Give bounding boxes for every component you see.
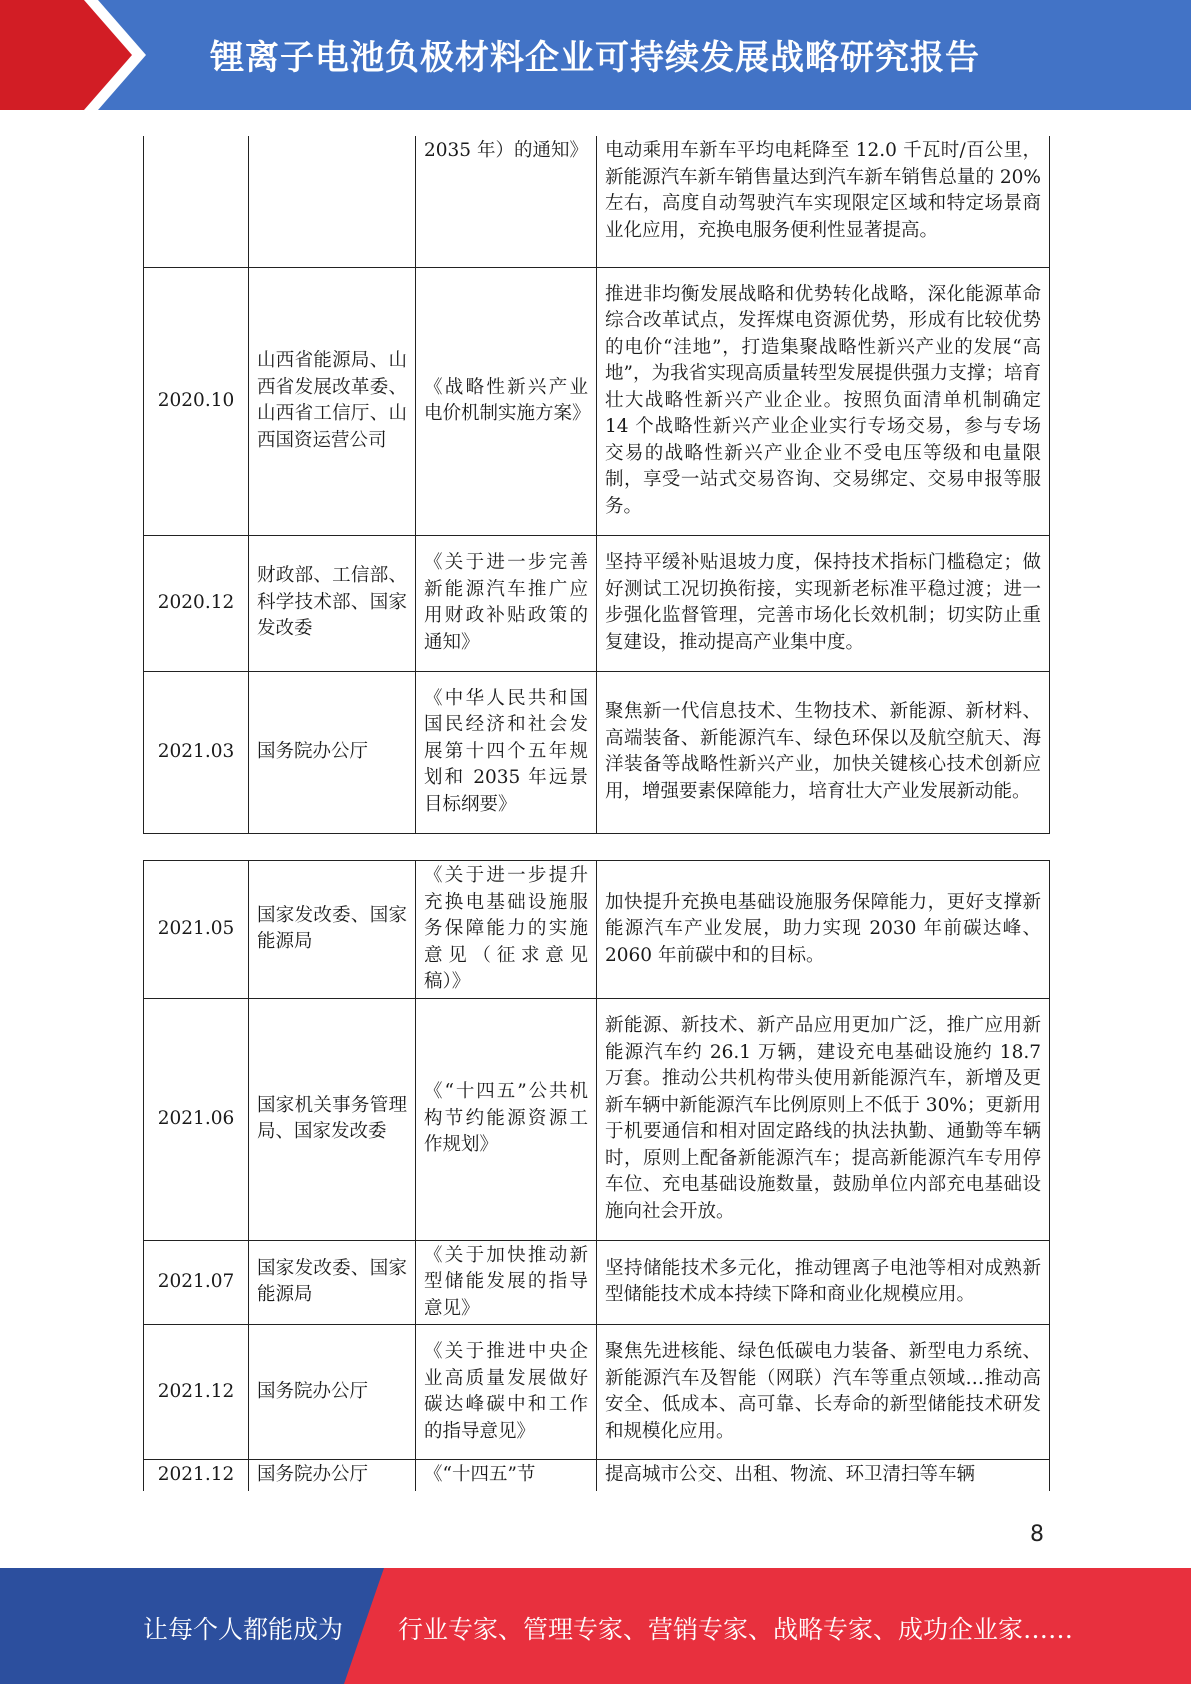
- date-cell: 2021.05: [144, 861, 249, 999]
- department-cell: 国务院办公厅: [249, 1325, 416, 1460]
- content-cell: 聚焦先进核能、绿色低碳电力装备、新型电力系统、新能源汽车及智能（网联）汽车等重点领域…推动高安全、低成本、高可靠、长寿命的新型储能技术研发和规模化应用。: [597, 1325, 1050, 1460]
- table-row: [144, 136, 1050, 267]
- policy-cell: 《“十四五”节: [416, 1460, 597, 1491]
- content-cell: 坚持平缓补贴退坡力度，保持技术指标门槛稳定；做好测试工况切换衔接，实现新老标准平稳过渡；进一步强化监督管理，完善市场化长效机制；切实防止重复建设，推动提高产业集中度。: [597, 535, 1050, 671]
- table-row: [144, 861, 1050, 999]
- content-cell: 推进非均衡发展战略和优势转化战略，深化能源革命综合改革试点，发挥煤电资源优势，形成有比较优势的电价“洼地”，打造集聚战略性新兴产业的发展“高地”，为我省实现高质量转型发展提供强力支撑；培育壮大战略性新兴产业企业。按照负面清单机制确定 14 个战略性新兴产业企业实行专场交易，参与专场交易的战略性新兴产业企业不受电压等级和电量限制，享受一站式交易咨询、交易绑定、交易申报等服务。: [597, 267, 1050, 535]
- date-cell: 2021.07: [144, 1240, 249, 1325]
- date-cell: 2020.10: [144, 267, 249, 535]
- content-cell: 加快提升充换电基础设施服务保障能力，更好支撑新能源汽车产业发展，助力实现 2030 年前碳达峰、2060 年前碳中和的目标。: [597, 861, 1050, 999]
- department-cell: 国家机关事务管理局、国家发改委: [249, 998, 416, 1240]
- date-cell: [144, 136, 249, 267]
- department-cell: 国家发改委、国家能源局: [249, 1240, 416, 1325]
- policy-cell: 《关于进一步提升充换电基础设施服务保障能力的实施意见（征求意见稿）》: [416, 861, 597, 999]
- content-cell: 新能源、新技术、新产品应用更加广泛，推广应用新能源汽车约 26.1 万辆，建设充电基础设施约 18.7 万套。推动公共机构带头使用新能源汽车，新增及更新车辆中新能源汽车比例原则上不低于 30%；更新用于机要通信和相对固定路线的执法执勤、通勤等车辆时，原则上配备新能源汽车；提高新能源汽车专用停车位、充电基础设施数量，鼓励单位内部充电基础设施向社会开放。: [597, 998, 1050, 1240]
- department-cell: 财政部、工信部、科学技术部、国家发改委: [249, 535, 416, 671]
- date-cell: 2021.12: [144, 1460, 249, 1491]
- table-row: [144, 267, 1050, 535]
- department-cell: 国务院办公厅: [249, 1460, 416, 1491]
- page-footer: [0, 1568, 1191, 1684]
- report-title: 锂离子电池负极材料企业可持续发展战略研究报告: [210, 38, 980, 78]
- date-cell: 2021.12: [144, 1325, 249, 1460]
- policy-cell: 《中华人民共和国国民经济和社会发展第十四个五年规划和 2035 年远景目标纲要》: [416, 671, 597, 833]
- policy-table-continued: [143, 136, 1050, 834]
- content-cell: 电动乘用车新车平均电耗降至 12.0 千瓦时/百公里，新能源汽车新车销售量达到汽车新车销售总量的 20%左右，高度自动驾驶汽车实现限定区域和特定场景商业化应用，充换电服务便利性显著提高。: [597, 136, 1050, 267]
- policy-cell: 《关于进一步完善新能源汽车推广应用财政补贴政策的通知》: [416, 535, 597, 671]
- content-cell: 提高城市公交、出租、物流、环卫清扫等车辆: [597, 1460, 1050, 1491]
- table-row: [144, 998, 1050, 1240]
- date-cell: 2020.12: [144, 535, 249, 671]
- department-cell: 国家发改委、国家能源局: [249, 861, 416, 999]
- policy-cell: 《“十四五”公共机构节约能源资源工作规划》: [416, 998, 597, 1240]
- policy-cell: 《关于推进中央企业高质量发展做好碳达峰碳中和工作的指导意见》: [416, 1325, 597, 1460]
- table-row: [144, 1460, 1050, 1491]
- policy-cell: 《战略性新兴产业电价机制实施方案》: [416, 267, 597, 535]
- table-row: [144, 1240, 1050, 1325]
- table-row: [144, 671, 1050, 833]
- date-cell: 2021.06: [144, 998, 249, 1240]
- policy-table-next-page: [143, 860, 1050, 1491]
- table-row: [144, 535, 1050, 671]
- table-row: [144, 1325, 1050, 1460]
- date-cell: 2021.03: [144, 671, 249, 833]
- department-cell: [249, 136, 416, 267]
- footer-slogan-right: 行业专家、管理专家、营销专家、战略专家、成功企业家……: [398, 1615, 1074, 1644]
- page-number: 8: [1030, 1522, 1044, 1547]
- department-cell: 国务院办公厅: [249, 671, 416, 833]
- content-cell: 坚持储能技术多元化，推动锂离子电池等相对成熟新型储能技术成本持续下降和商业化规模应用。: [597, 1240, 1050, 1325]
- footer-slogan-left: 让每个人都能成为: [143, 1615, 344, 1644]
- header-arrow-decoration: [0, 0, 160, 110]
- policy-cell: 2035 年）的通知》: [416, 136, 597, 267]
- page-header: [0, 0, 1191, 110]
- department-cell: 山西省能源局、山西省发展改革委、山西省工信厅、山西国资运营公司: [249, 267, 416, 535]
- policy-cell: 《关于加快推动新型储能发展的指导意见》: [416, 1240, 597, 1325]
- content-cell: 聚焦新一代信息技术、生物技术、新能源、新材料、高端装备、新能源汽车、绿色环保以及航空航天、海洋装备等战略性新兴产业，加快关键核心技术创新应用，增强要素保障能力，培育壮大产业发展新动能。: [597, 671, 1050, 833]
